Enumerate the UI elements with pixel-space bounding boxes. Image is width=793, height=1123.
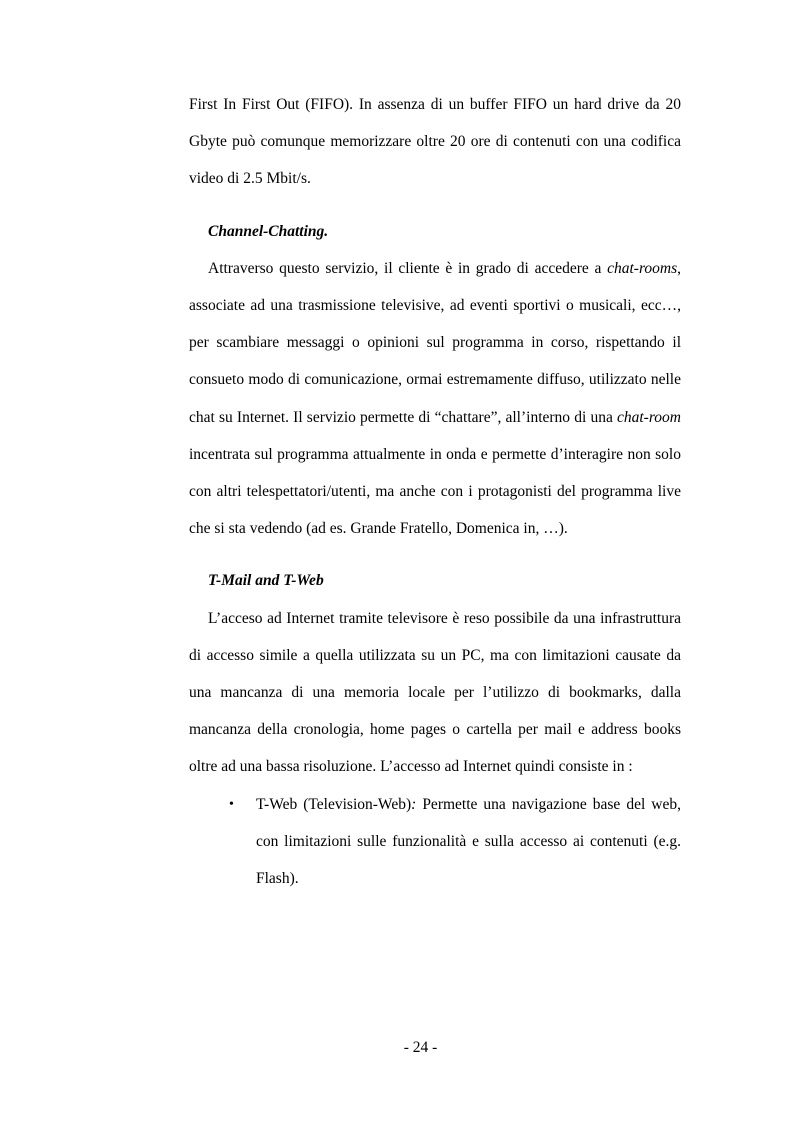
heading-channel-chatting: Channel-Chatting.: [208, 222, 329, 240]
emphasis-chat-rooms: chat-rooms: [607, 259, 678, 277]
bullet-icon: •: [229, 796, 234, 812]
heading-tmail-tweb: T-Mail and T-Web: [208, 572, 324, 590]
list-item-term: T-Web (Television-Web): [256, 795, 412, 813]
document-page: [189, 86, 681, 897]
page-number: - 24 -: [403, 1039, 438, 1056]
paragraph-internet-access: L’acceso ad Internet tramite televisore è reso possibile da una infrastruttura di accesso simile a quella utilizzata su un PC, ma con limitazioni causate da una mancanza di una memoria locale per l’utilizzo di bookmarks, dalla mancanza della cronologia, home pages o cartella per mail e address books oltre ad una bassa risoluzione. L’accesso ad Internet quindi consiste in :: [189, 609, 681, 776]
continuation-paragraph: First In First Out (FIFO). In assenza di un buffer FIFO un hard drive da 20 Gbyte può comunque memorizzare oltre 20 ore di contenuti con una codifica video di 2.5 Mbit/s.: [189, 96, 681, 188]
list-item-text: Permette una navigazione base del web, con limitazioni sulle funzionalità e sulla accesso ai contenuti (e.g. Flash).: [256, 795, 681, 888]
text-run: , associate ad una trasmissione televisive, ad eventi sportivi o musicali, ecc…, per scambiare messaggi o opinioni sul programma in corso, rispettando il consueto modo di comunicazione, ormai estremamente diffuso, utilizzato nelle chat su Internet. Il servizio permette di “chattare”, all’interno di una: [189, 259, 681, 426]
list-item-separator: :: [411, 795, 417, 813]
paragraph-channel-chatting: [189, 250, 681, 548]
text-run: Attraverso questo servizio, il cliente è in grado di accedere a: [208, 259, 608, 277]
text-run: incentrata sul programma attualmente in onda e permette d’interagire non solo con altri telespettatori/utenti, ma anche con i protagonisti del programma live che si sta vedendo (ad es. Grande Fratello, Domenica in, …).: [189, 445, 681, 538]
list-item: [189, 786, 681, 898]
emphasis-chat-room: chat-room: [617, 408, 681, 426]
bullet-list: [189, 786, 681, 898]
